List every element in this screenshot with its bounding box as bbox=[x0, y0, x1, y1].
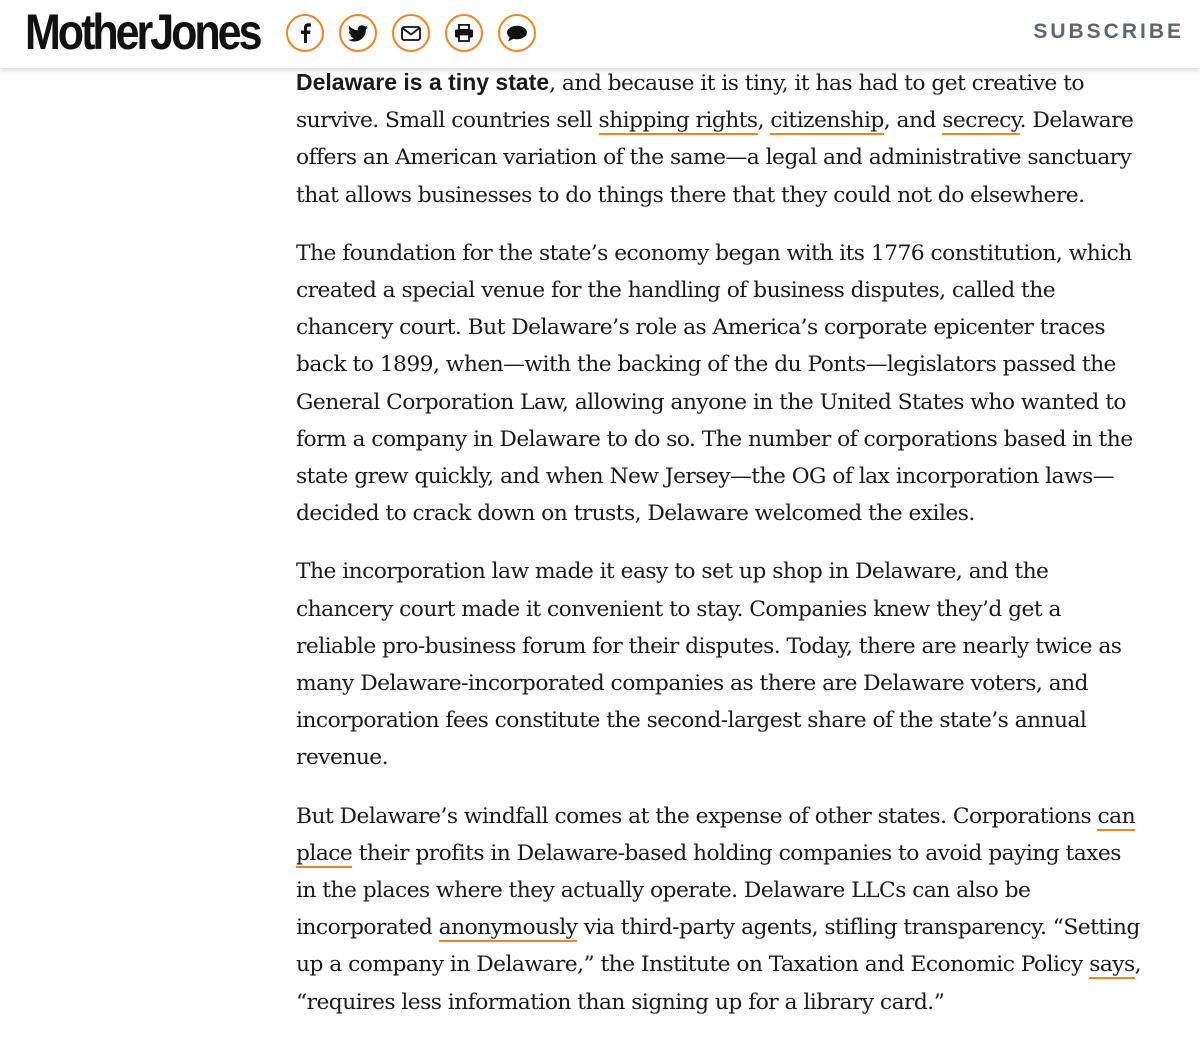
email-icon[interactable] bbox=[392, 14, 430, 52]
can-place-link[interactable]: can place bbox=[296, 803, 1136, 866]
print-icon[interactable] bbox=[445, 14, 483, 52]
paragraph-text: , bbox=[757, 108, 771, 134]
facebook-icon[interactable] bbox=[286, 14, 324, 52]
paragraph-text: , and because it is tiny, it has had to get creative to survive. Small countries sell bbox=[296, 71, 1084, 134]
article-paragraph-4 bbox=[296, 798, 1146, 1021]
shipping-rights-link[interactable]: shipping rights bbox=[598, 108, 758, 134]
paragraph-text: But Delaware’s windfall comes at the expense of other states. Corporations bbox=[296, 803, 1098, 829]
site-header bbox=[0, 0, 1200, 68]
comment-icon[interactable] bbox=[498, 14, 536, 52]
article-body bbox=[296, 64, 1146, 1042]
twitter-icon[interactable] bbox=[339, 14, 377, 52]
paragraph-text: . Delaware offers an American variation of the same—a legal and administrative sanctuary that allows businesses to do things there that they could not do elsewhere. bbox=[296, 108, 1134, 208]
anonymously-link[interactable]: anonymously bbox=[438, 915, 578, 941]
secrecy-link[interactable]: secrecy bbox=[942, 108, 1020, 134]
subscribe-link[interactable]: SUBSCRIBE bbox=[1033, 20, 1184, 43]
share-bar bbox=[286, 14, 551, 52]
article-paragraph-2: The foundation for the state’s economy began with its 1776 constitution, which created a special venue for the handling of business disputes, called the chancery court. But Delaware’s role as America’s corporate epicenter traces back to 1899, when—with the backing of the du Ponts—legislators passed the General Corporation Law, allowing anyone in the United States who wanted to form a company in Delaware to do so. The number of corporations based in the state grew quickly, and when New Jersey—the OG of lax incorporation laws—decided to crack down on trusts, Delaware welcomed the exiles. bbox=[296, 240, 1133, 527]
article-paragraph-3: The incorporation law made it easy to set up shop in Delaware, and the chancery court made it convenient to stay. Companies knew they’d get a reliable pro-business forum for their disputes. Today, there are nearly twice as many Delaware-incorporated companies as there are Delaware voters, and incorporation fees constitute the second-largest share of the state’s annual revenue. bbox=[296, 559, 1122, 771]
paragraph-text: , “requires less information than signing up for a library card.” bbox=[296, 952, 1142, 1015]
says-link[interactable]: says bbox=[1089, 952, 1135, 978]
citizenship-link[interactable]: citizenship bbox=[770, 108, 884, 134]
paragraph-text: their profits in Delaware-based holding companies to avoid paying taxes in the places where they actually operate. Delaware LLCs can also be incorporated bbox=[296, 840, 1121, 941]
site-logo[interactable]: MotherJones bbox=[25, 4, 260, 60]
lead-in-text: Delaware is a tiny state bbox=[296, 69, 550, 95]
paragraph-text: via third-party agents, stifling transparency. “Setting up a company in Delaware,” the Institute on Taxation and Economic Policy bbox=[296, 915, 1140, 978]
article-paragraph-1 bbox=[296, 64, 1146, 214]
paragraph-text: , and bbox=[883, 108, 943, 134]
